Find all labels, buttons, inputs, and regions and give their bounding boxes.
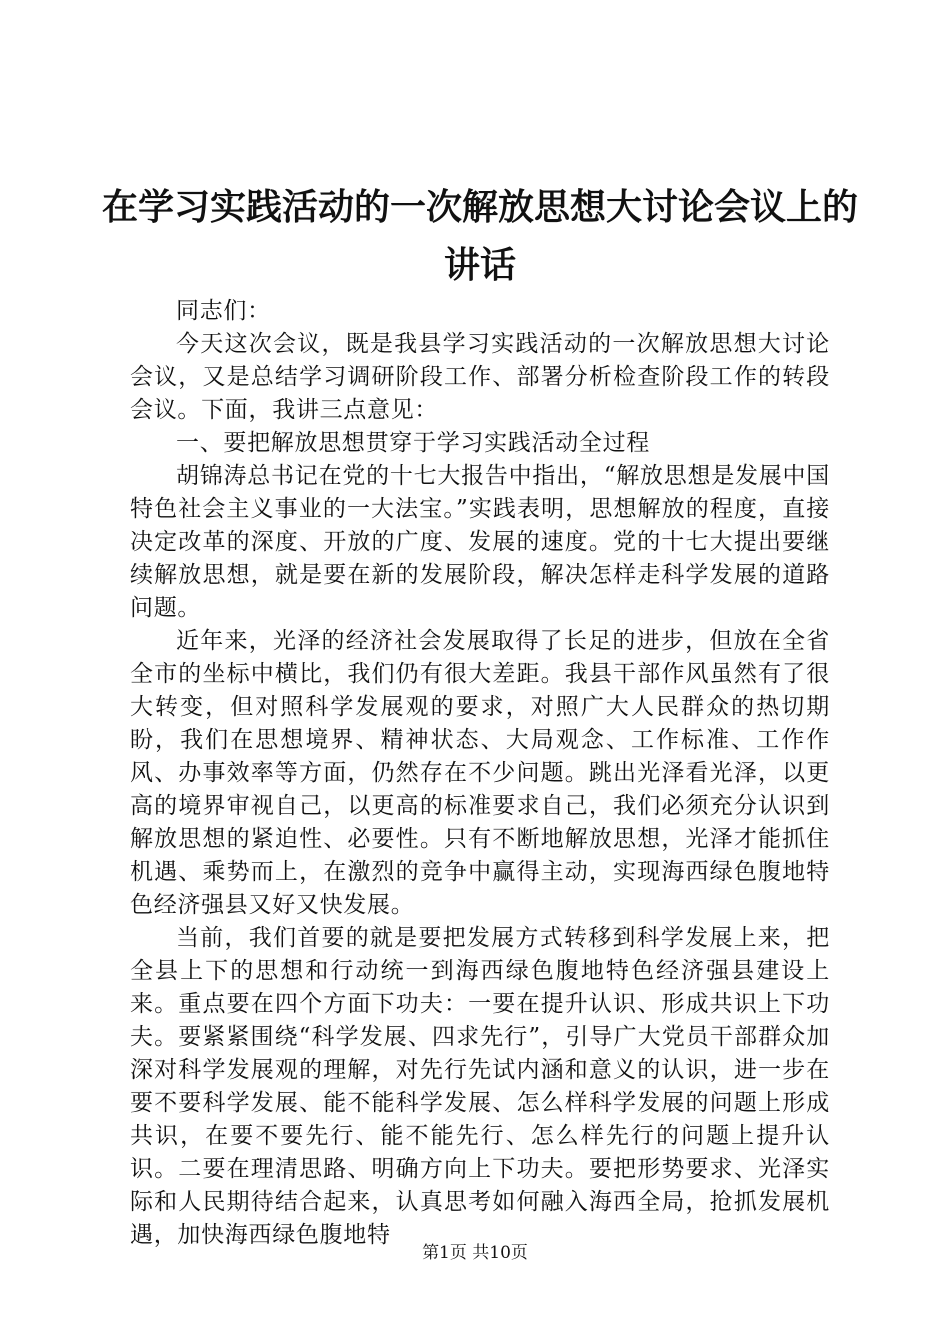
body-paragraph: 胡锦涛总书记在党的十七大报告中指出，“解放思想是发展中国特色社会主义事业的一大法宝。”实践表明，思想解放的程度，直接决定改革的深度、开放的广度、发展的速度。党的十七大提出要继续解放思想，就是要在新的发展阶段，解决怎样走科学发展的道路问题。 — [130, 463, 830, 621]
body-paragraph: 当前，我们首要的就是要把发展方式转移到科学发展上来，把全县上下的思想和行动统一到海西绿色腹地特色经济强县建设上来。重点要在四个方面下功夫：一要在提升认识、形成共识上下功夫。要紧紧围绕“科学发展、四求先行”，引导广大党员干部群众加深对科学发展观的理解，对先行先试内涵和意义的认识，进一步在要不要科学发展、能不能科学发展、怎么样科学发展的问题上形成共识，在要不要先行、能不能先行、怎么样先行的问题上提升认识。二要在理清思路、明确方向上下功夫。要把形势要求、光泽实际和人民期待结合起来，认真思考如何融入海西全局，抢抓发展机遇，加快海西绿色腹地特 — [130, 925, 830, 1248]
document-title: 在学习实践活动的一次解放思想大讨论会议上的讲话 — [101, 186, 858, 286]
section-heading: 一、要把解放思想贯穿于学习实践活动全过程 — [176, 430, 650, 456]
page-footer: 第1页 共10页 — [422, 1243, 528, 1263]
salutation-paragraph: 同志们： — [176, 298, 271, 324]
document-body — [130, 295, 830, 1252]
intro-paragraph: 今天这次会议，既是我县学习实践活动的一次解放思想大讨论会议，又是总结学习调研阶段工作、部署分析检查阶段工作的转段会议。下面，我讲三点意见： — [130, 331, 830, 423]
body-paragraph: 近年来，光泽的经济社会发展取得了长足的进步，但放在全省全市的坐标中横比，我们仍有很大差距。我县干部作风虽然有了很大转变，但对照科学发展观的要求，对照广大人民群众的热切期盼，我们在思想境界、精神状态、大局观念、工作标准、工作作风、办事效率等方面，仍然存在不少问题。跳出光泽看光泽，以更高的境界审视自己，以更高的标准要求自己，我们必须充分认识到解放思想的紧迫性、必要性。只有不断地解放思想，光泽才能抓住机遇、乘势而上，在激烈的竞争中赢得主动，实现海西绿色腹地特色经济强县又好又快发展。 — [130, 628, 830, 918]
